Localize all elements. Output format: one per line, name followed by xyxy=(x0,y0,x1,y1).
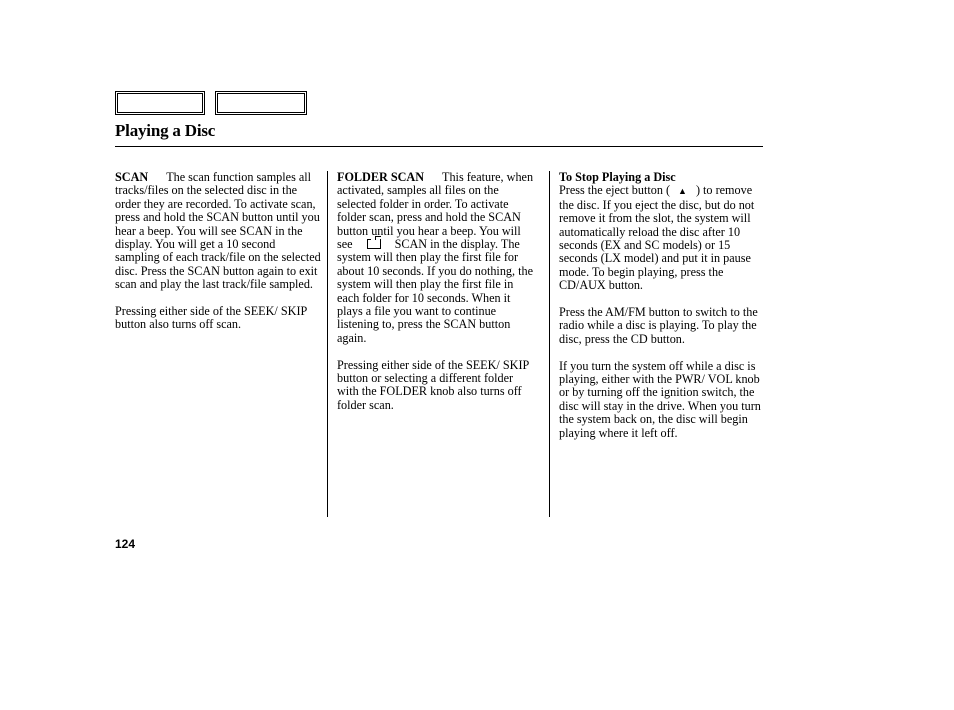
page-number: 124 xyxy=(115,537,136,551)
main-menu-button[interactable] xyxy=(115,91,205,115)
folder-scan-paragraph-1 xyxy=(337,171,535,345)
title-rule xyxy=(115,146,763,147)
scan-paragraph-2: Pressing either side of the SEEK/ SKIP button also turns off scan. xyxy=(115,304,307,332)
stop-paragraph-1 xyxy=(559,171,769,293)
eject-icon: ▲ xyxy=(678,186,687,197)
folder-scan-paragraph-2: Pressing either side of the SEEK/ SKIP button or selecting a different folder with the FOLDER knob also turns off folder scan. xyxy=(337,357,529,412)
stop-paragraph-2: Press the AM/FM button to switch to the radio while a disc is playing. To play the disc, press the CD button. xyxy=(559,305,758,346)
stop-text-1a: Press the eject button ( xyxy=(559,183,671,198)
scan-heading: SCAN xyxy=(115,170,149,184)
stop-heading: To Stop Playing a Disc xyxy=(559,170,676,184)
index-button[interactable] xyxy=(215,91,307,115)
folder-scan-heading: FOLDER SCAN xyxy=(337,170,425,184)
scan-column xyxy=(115,171,321,345)
scan-text-1: The scan function samples all tracks/files on the selected disc in the order they are recorded. To activate scan, press and hold the SCAN button until you hear a beep. You will see SCAN in the display. You will get a 10 second sampling of each track/file on the selected disc. Press the SCAN button again to exit scan and play the last track/file sampled. xyxy=(115,170,321,292)
folder-scan-text-1a: This feature, when activated, samples all files on the selected folder in order. To activate folder scan, press and hold the SCAN button until you hear a beep. You will see xyxy=(337,170,534,252)
folder-display-icon xyxy=(367,239,381,249)
column-divider xyxy=(327,171,328,517)
column-divider xyxy=(549,171,550,517)
folder-scan-text-1b: SCAN in the display. The system will then play the first file for about 10 seconds. If you do nothing, the system will then play the first file in each folder for 10 seconds. When it plays a file you want to continue listening to, press the SCAN button again. xyxy=(337,237,533,345)
folder-scan-column xyxy=(337,171,535,426)
stop-column xyxy=(559,171,769,453)
scan-paragraph-1 xyxy=(115,171,321,292)
page-title: Playing a Disc xyxy=(115,121,216,140)
stop-paragraph-3: If you turn the system off while a disc is playing, either with the PWR/ VOL knob or by turning off the ignition switch, the disc will stay in the drive. When you turn the system back on, the disc will begin playing where it left off. xyxy=(559,358,761,440)
stop-text-1b: ) to remove the disc. If you eject the disc, but do not remove it from the slot, the system will automatically reload the disc after 10 seconds (EX and SC models) or 15 seconds (LX model) and put it in pause mode. To begin playing, press the CD/AUX button. xyxy=(559,183,755,293)
